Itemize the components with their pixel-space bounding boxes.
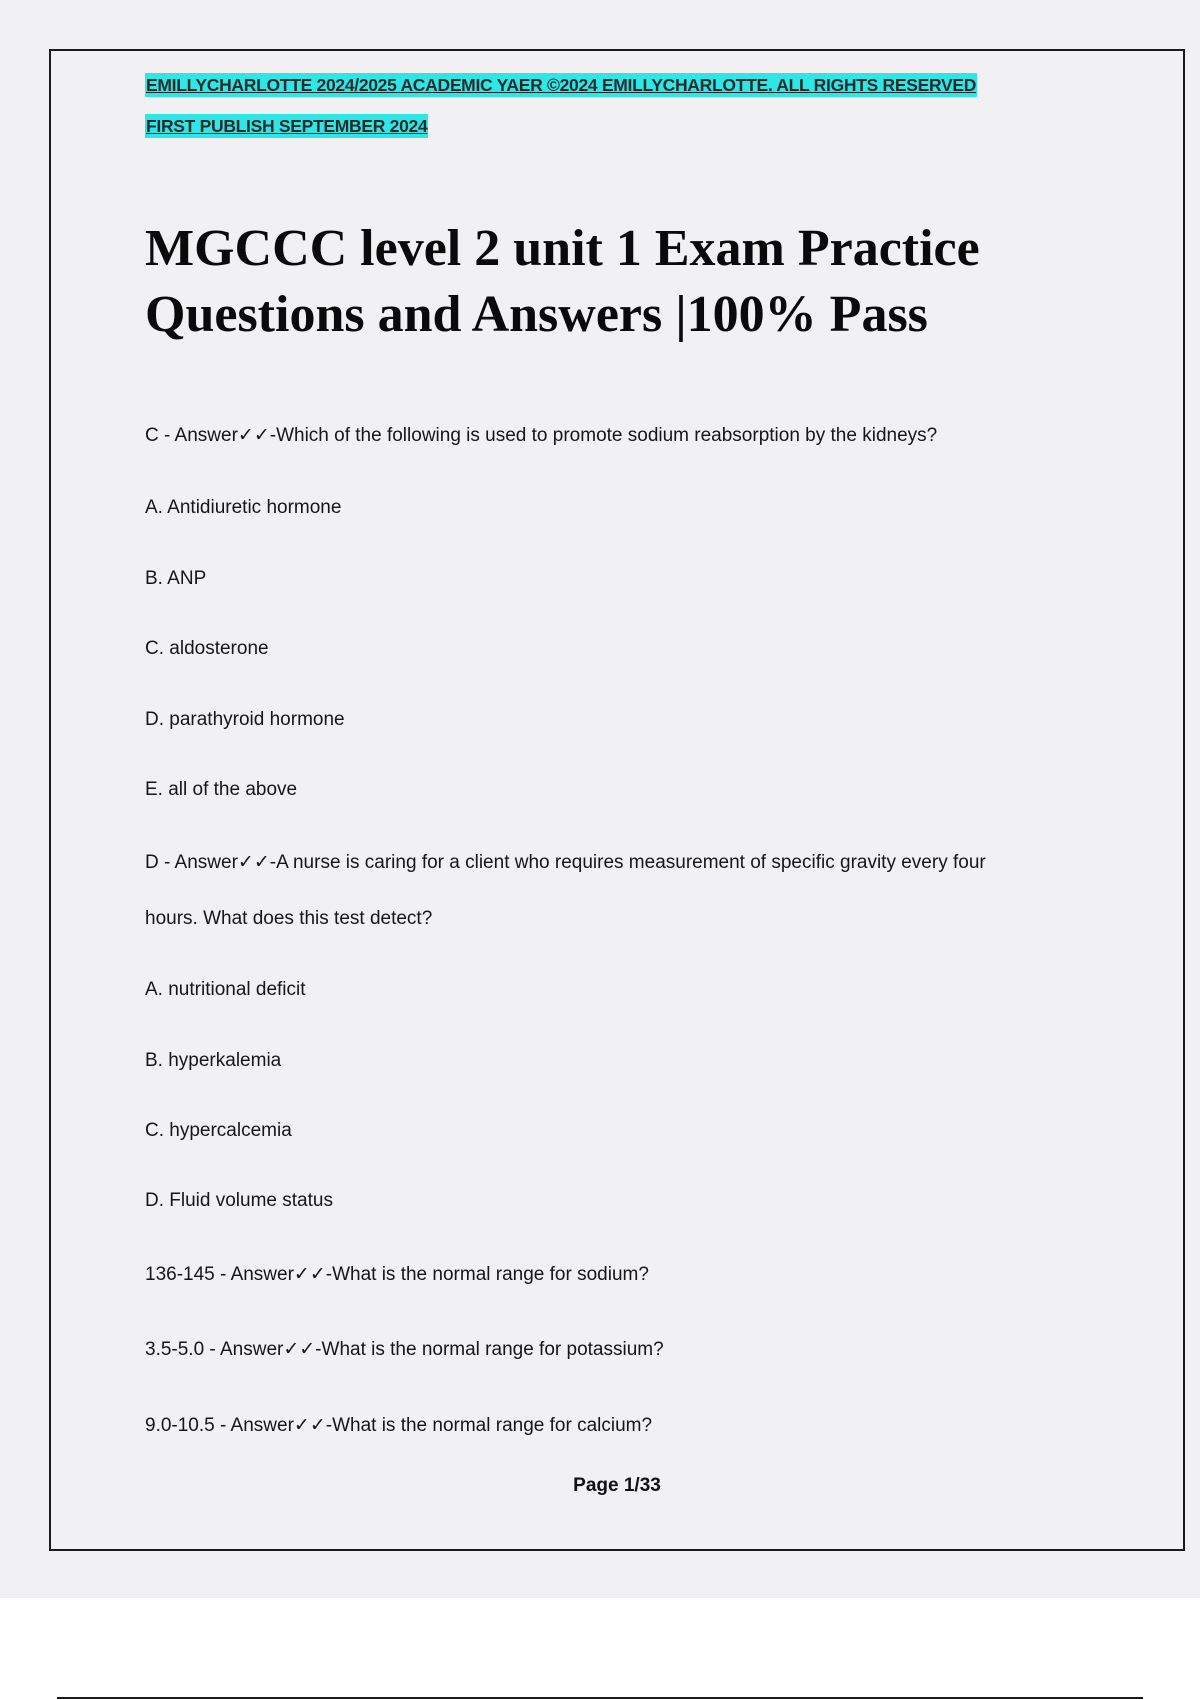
- next-page-top-rule: [57, 1697, 1143, 1699]
- question-2-option-b: B. hyperkalemia: [145, 1050, 282, 1071]
- question-2-option-d: D. Fluid volume status: [145, 1190, 333, 1211]
- question-5: 9.0-10.5 - Answer✓✓-What is the normal range for calcium?: [145, 1415, 653, 1436]
- question-1-option-b: B. ANP: [145, 568, 207, 589]
- title-line-1: MGCCC level 2 unit 1 Exam Practice: [145, 220, 980, 277]
- question-4: 3.5-5.0 - Answer✓✓-What is the normal range for potassium?: [145, 1339, 664, 1360]
- question-2-line-1: D - Answer✓✓-A nurse is caring for a client who requires measurement of specific gravity every four: [145, 852, 986, 873]
- question-1-option-d: D. parathyroid hormone: [145, 709, 345, 730]
- question-2-option-a: A. nutritional deficit: [145, 979, 306, 1000]
- publish-date-header: FIRST PUBLISH SEPTEMBER 2024: [146, 116, 428, 136]
- question-2-option-c: C. hypercalcemia: [145, 1120, 292, 1141]
- copyright-header: EMILLYCHARLOTTE 2024/2025 ACADEMIC YAER ©2024 EMILLYCHARLOTTE. ALL RIGHTS RESERVED: [146, 75, 977, 95]
- question-2-line-2: hours. What does this test detect?: [145, 908, 433, 929]
- question-1-option-a: A. Antidiuretic hormone: [145, 497, 342, 518]
- question-1-option-c: C. aldosterone: [145, 638, 269, 659]
- question-1-option-e: E. all of the above: [145, 779, 298, 800]
- page-number: Page 1/33: [573, 1475, 661, 1496]
- question-3: 136-145 - Answer✓✓-What is the normal range for sodium?: [145, 1264, 649, 1285]
- question-1: C - Answer✓✓-Which of the following is used to promote sodium reabsorption by the kidneys?: [145, 425, 938, 446]
- document-title: [145, 216, 1145, 348]
- title-line-2: Questions and Answers |100% Pass: [145, 286, 928, 343]
